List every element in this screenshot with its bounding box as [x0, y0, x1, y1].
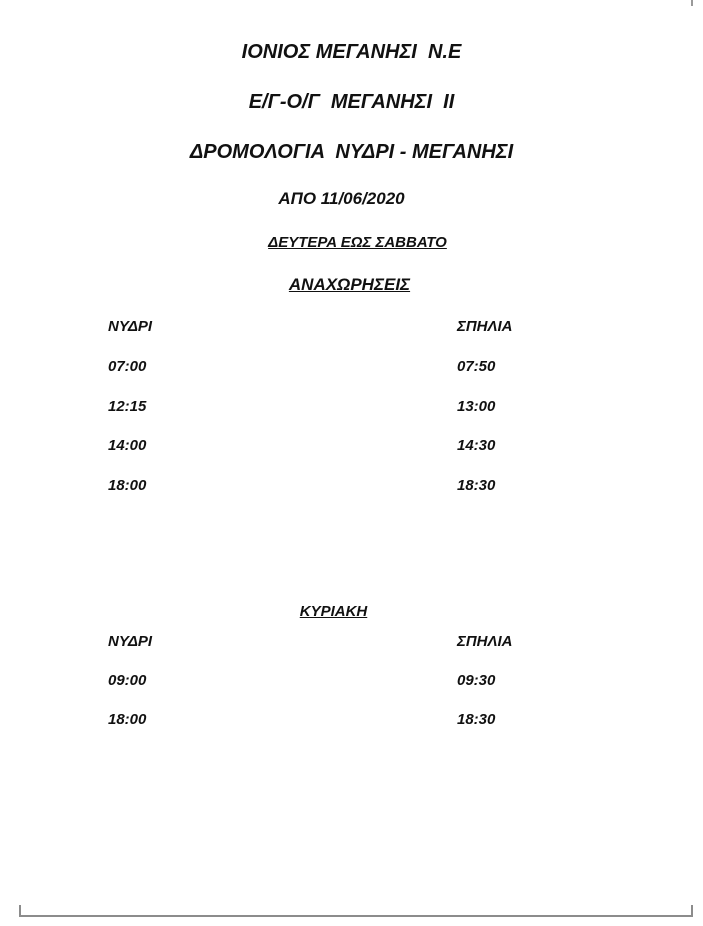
page-edge-bottom — [19, 915, 693, 917]
vessel-name: Ε/Γ-Ο/Γ ΜΕΓΑΝΗΣΙ ΙΙ — [248, 91, 455, 113]
sunday-departure-spilia: 09:30 — [457, 672, 496, 689]
sunday-days-label: ΚΥΡΙΑΚΗ — [299, 603, 368, 620]
effective-date: ΑΠΟ 11/06/2020 — [278, 189, 405, 208]
weekday-departure-spilia: 13:00 — [457, 398, 496, 415]
weekday-departure-nydri: 18:00 — [108, 477, 147, 494]
weekday-days-label: ΔΕΥΤΕΡΑ ΕΩΣ ΣΑΒΒΑΤΟ — [268, 234, 447, 251]
route-title: ΔΡΟΜΟΛΟΓΙΑ ΝΥΔΡΙ - ΜΕΓΑΝΗΣΙ — [189, 141, 514, 163]
weekday-departure-nydri: 14:00 — [108, 437, 147, 454]
departures-label: ΑΝΑΧΩΡΗΣΕΙΣ — [288, 275, 411, 294]
weekday-departure-nydri: 12:15 — [108, 398, 147, 415]
weekday-departure-spilia: 07:50 — [457, 358, 496, 375]
sunday-column-header-nydri: ΝΥΔΡΙ — [108, 633, 153, 650]
company-title: ΙΟΝΙΟΣ ΜΕΓΑΝΗΣΙ Ν.Ε — [241, 41, 462, 63]
page-edge-top-right — [691, 0, 693, 6]
weekday-column-header-spilia: ΣΠΗΛΙΑ — [457, 318, 513, 335]
weekday-departure-spilia: 18:30 — [457, 477, 496, 494]
weekday-departure-spilia: 14:30 — [457, 437, 496, 454]
weekday-column-header-nydri: ΝΥΔΡΙ — [108, 318, 153, 335]
sunday-departure-nydri: 18:00 — [108, 711, 147, 728]
sunday-column-header-spilia: ΣΠΗΛΙΑ — [457, 633, 513, 650]
sunday-departure-nydri: 09:00 — [108, 672, 147, 689]
sunday-departure-spilia: 18:30 — [457, 711, 496, 728]
weekday-departure-nydri: 07:00 — [108, 358, 147, 375]
